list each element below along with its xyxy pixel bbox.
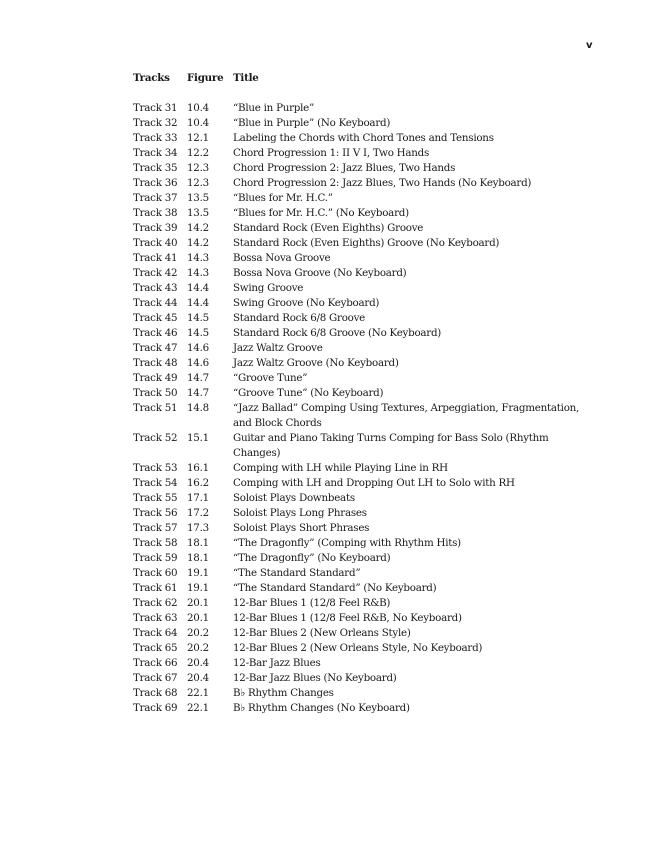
title-cell: Swing Groove (No Keyboard) <box>233 297 380 309</box>
track-cell: Track 55 <box>133 492 178 504</box>
track-cell: Track 59 <box>133 552 178 564</box>
track-cell: Track 39 <box>133 222 178 234</box>
figure-cell: 14.8 <box>187 402 209 414</box>
track-cell: Track 64 <box>133 627 178 639</box>
figure-cell: 14.7 <box>187 372 209 384</box>
table-row <box>133 191 593 206</box>
figure-cell: 12.1 <box>187 132 209 144</box>
table-row <box>133 596 593 611</box>
title-cell: “Blues for Mr. H.C.” (No Keyboard) <box>233 207 409 219</box>
table-row <box>133 401 593 431</box>
table-row <box>133 551 593 566</box>
table-row <box>133 701 593 716</box>
figure-cell: 14.2 <box>187 222 209 234</box>
title-cell: Chord Progression 1: II V I, Two Hands <box>233 147 430 159</box>
title-cell: Chord Progression 2: Jazz Blues, Two Hands (No Keyboard) <box>233 177 532 189</box>
figure-cell: 17.2 <box>187 507 209 519</box>
title-cell: Bossa Nova Groove (No Keyboard) <box>233 267 407 279</box>
table-row <box>133 356 593 371</box>
track-cell: Track 47 <box>133 342 178 354</box>
table-row <box>133 431 593 461</box>
track-cell: Track 58 <box>133 537 178 549</box>
title-cell: Chord Progression 2: Jazz Blues, Two Hands <box>233 162 456 174</box>
track-cell: Track 63 <box>133 612 178 624</box>
track-cell: Track 33 <box>133 132 178 144</box>
table-row <box>133 461 593 476</box>
title-cell: 12-Bar Blues 1 (12/8 Feel R&B) <box>233 597 391 609</box>
title-cell: 12-Bar Blues 2 (New Orleans Style) <box>233 627 411 639</box>
track-cell: Track 36 <box>133 177 178 189</box>
title-cell: “The Dragonfly” (No Keyboard) <box>233 552 391 564</box>
table-header-row <box>133 71 593 86</box>
title-cell: “Groove Tune” (No Keyboard) <box>233 387 384 399</box>
track-cell: Track 68 <box>133 687 178 699</box>
table-row <box>133 341 593 356</box>
title-cell: Standard Rock 6/8 Groove <box>233 312 366 324</box>
track-cell: Track 51 <box>133 402 178 414</box>
figure-cell: 14.7 <box>187 387 209 399</box>
figure-cell: 12.2 <box>187 147 209 159</box>
track-cell: Track 31 <box>133 102 178 114</box>
figure-cell: 16.2 <box>187 477 209 489</box>
table-row <box>133 521 593 536</box>
title-cell: B♭ Rhythm Changes (No Keyboard) <box>233 702 410 714</box>
figure-cell: 14.6 <box>187 357 209 369</box>
figure-cell: 14.5 <box>187 312 209 324</box>
table-row <box>133 281 593 296</box>
track-cell: Track 61 <box>133 582 178 594</box>
figure-cell: 17.1 <box>187 492 209 504</box>
title-cell: Standard Rock (Even Eighths) Groove (No Keyboard) <box>233 237 500 249</box>
track-cell: Track 34 <box>133 147 178 159</box>
title-cell: “Jazz Ballad” Comping Using Textures, Arpeggiation, Fragmentation, and Block Chords <box>233 402 580 429</box>
title-cell: 12-Bar Jazz Blues (No Keyboard) <box>233 672 397 684</box>
track-cell: Track 69 <box>133 702 178 714</box>
track-cell: Track 41 <box>133 252 178 264</box>
title-cell: “Blues for Mr. H.C.” <box>233 192 333 204</box>
table-row <box>133 611 593 626</box>
figure-cell: 12.3 <box>187 177 209 189</box>
figure-cell: 16.1 <box>187 462 209 474</box>
figure-cell: 12.3 <box>187 162 209 174</box>
track-cell: Track 44 <box>133 297 178 309</box>
table-row <box>133 206 593 221</box>
track-cell: Track 53 <box>133 462 178 474</box>
table-row <box>133 566 593 581</box>
title-cell: “Groove Tune” <box>233 372 308 384</box>
figure-cell: 19.1 <box>187 567 209 579</box>
figure-cell: 15.1 <box>187 432 209 444</box>
figure-cell: 18.1 <box>187 552 209 564</box>
title-cell: “The Dragonfly” (Comping with Rhythm Hits) <box>233 537 461 549</box>
table-row <box>133 326 593 341</box>
title-cell: Soloist Plays Long Phrases <box>233 507 367 519</box>
title-cell: Standard Rock 6/8 Groove (No Keyboard) <box>233 327 442 339</box>
table-row <box>133 311 593 326</box>
table-row <box>133 176 593 191</box>
table-row <box>133 641 593 656</box>
title-cell: 12-Bar Blues 2 (New Orleans Style, No Keyboard) <box>233 642 483 654</box>
title-cell: “Blue in Purple” (No Keyboard) <box>233 117 391 129</box>
table-row <box>133 626 593 641</box>
track-cell: Track 60 <box>133 567 178 579</box>
title-cell: “The Standard Standard” (No Keyboard) <box>233 582 437 594</box>
track-cell: Track 65 <box>133 642 178 654</box>
header-figure: Figure <box>187 72 224 84</box>
figure-cell: 20.4 <box>187 657 209 669</box>
table-row <box>133 536 593 551</box>
table-row <box>133 656 593 671</box>
table-row <box>133 131 593 146</box>
track-cell: Track 48 <box>133 357 178 369</box>
track-cell: Track 37 <box>133 192 178 204</box>
figure-cell: 20.4 <box>187 672 209 684</box>
track-cell: Track 43 <box>133 282 178 294</box>
figure-cell: 13.5 <box>187 192 209 204</box>
track-cell: Track 40 <box>133 237 178 249</box>
figure-cell: 14.3 <box>187 252 209 264</box>
figure-cell: 14.6 <box>187 342 209 354</box>
title-cell: Labeling the Chords with Chord Tones and Tensions <box>233 132 494 144</box>
figure-cell: 14.3 <box>187 267 209 279</box>
header-tracks: Tracks <box>133 72 170 84</box>
title-cell: B♭ Rhythm Changes <box>233 687 334 699</box>
title-cell: Guitar and Piano Taking Turns Comping for Bass Solo (Rhythm Changes) <box>233 432 549 459</box>
track-cell: Track 54 <box>133 477 178 489</box>
table-row <box>133 101 593 116</box>
figure-cell: 10.4 <box>187 102 209 114</box>
figure-cell: 19.1 <box>187 582 209 594</box>
figure-cell: 20.2 <box>187 627 209 639</box>
table-row <box>133 296 593 311</box>
figure-cell: 20.1 <box>187 597 209 609</box>
figure-cell: 14.2 <box>187 237 209 249</box>
table-row <box>133 506 593 521</box>
figure-cell: 20.2 <box>187 642 209 654</box>
title-cell: 12-Bar Jazz Blues <box>233 657 321 669</box>
table-row <box>133 671 593 686</box>
track-cell: Track 67 <box>133 672 178 684</box>
figure-cell: 14.5 <box>187 327 209 339</box>
title-cell: Standard Rock (Even Eighths) Groove <box>233 222 424 234</box>
table-row <box>133 686 593 701</box>
track-cell: Track 32 <box>133 117 178 129</box>
table-row <box>133 146 593 161</box>
table-row <box>133 476 593 491</box>
figure-cell: 22.1 <box>187 687 209 699</box>
header-title: Title <box>233 72 259 84</box>
table-row <box>133 251 593 266</box>
table-row <box>133 161 593 176</box>
figure-cell: 20.1 <box>187 612 209 624</box>
title-cell: Soloist Plays Downbeats <box>233 492 355 504</box>
track-cell: Track 52 <box>133 432 178 444</box>
figure-cell: 14.4 <box>187 297 209 309</box>
title-cell: Comping with LH while Playing Line in RH <box>233 462 448 474</box>
table-row <box>133 581 593 596</box>
title-cell: 12-Bar Blues 1 (12/8 Feel R&B, No Keyboard) <box>233 612 462 624</box>
table-body <box>133 101 593 716</box>
title-cell: “Blue in Purple” <box>233 102 315 114</box>
track-cell: Track 46 <box>133 327 178 339</box>
track-list-table <box>133 71 593 716</box>
title-cell: Jazz Waltz Groove <box>233 342 323 354</box>
title-cell: Comping with LH and Dropping Out LH to Solo with RH <box>233 477 515 489</box>
track-cell: Track 57 <box>133 522 178 534</box>
table-row <box>133 371 593 386</box>
track-cell: Track 42 <box>133 267 178 279</box>
track-cell: Track 45 <box>133 312 178 324</box>
track-cell: Track 49 <box>133 372 178 384</box>
figure-cell: 17.3 <box>187 522 209 534</box>
figure-cell: 14.4 <box>187 282 209 294</box>
figure-cell: 22.1 <box>187 702 209 714</box>
track-cell: Track 56 <box>133 507 178 519</box>
table-row <box>133 221 593 236</box>
track-cell: Track 62 <box>133 597 178 609</box>
table-row <box>133 116 593 131</box>
table-row <box>133 236 593 251</box>
title-cell: Bossa Nova Groove <box>233 252 331 264</box>
table-row <box>133 266 593 281</box>
title-cell: “The Standard Standard” <box>233 567 361 579</box>
figure-cell: 18.1 <box>187 537 209 549</box>
track-cell: Track 50 <box>133 387 178 399</box>
title-cell: Soloist Plays Short Phrases <box>233 522 370 534</box>
title-cell: Jazz Waltz Groove (No Keyboard) <box>233 357 399 369</box>
title-cell: Swing Groove <box>233 282 304 294</box>
table-row <box>133 491 593 506</box>
track-cell: Track 66 <box>133 657 178 669</box>
page-number: v <box>586 40 593 51</box>
figure-cell: 10.4 <box>187 117 209 129</box>
figure-cell: 13.5 <box>187 207 209 219</box>
track-cell: Track 38 <box>133 207 178 219</box>
track-cell: Track 35 <box>133 162 178 174</box>
table-row <box>133 386 593 401</box>
